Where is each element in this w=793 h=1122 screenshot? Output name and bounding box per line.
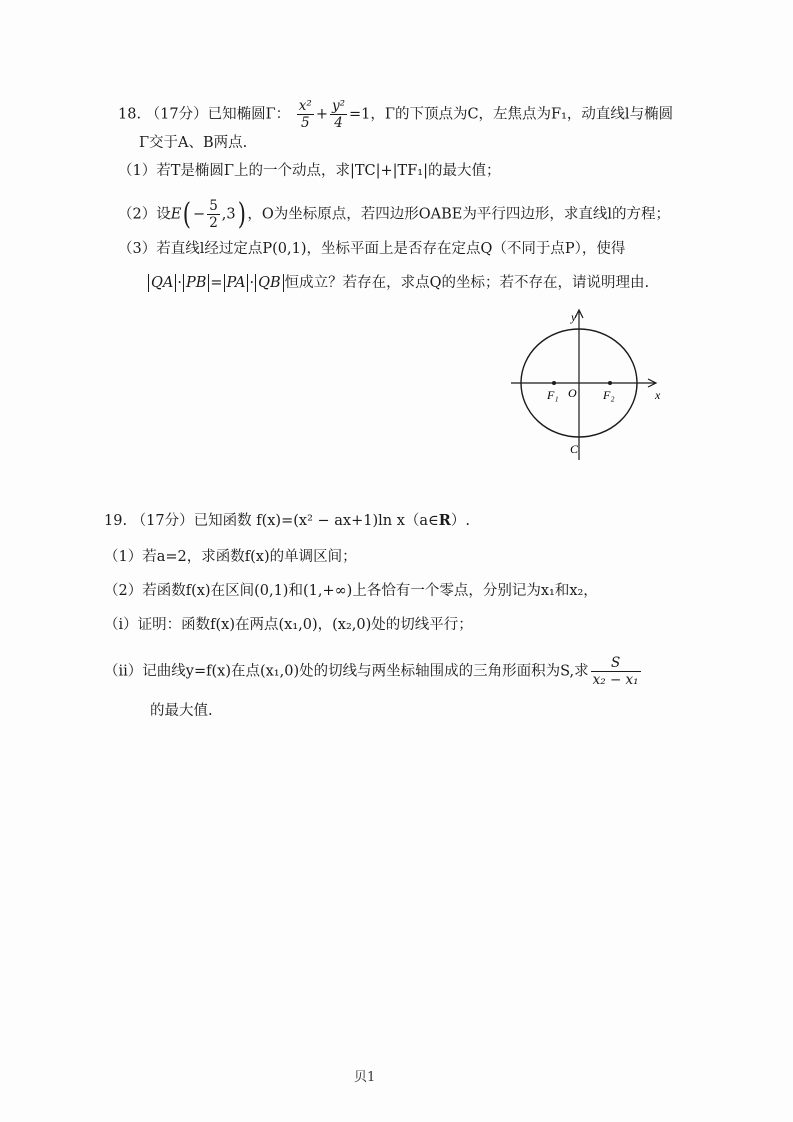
q18-intro-post: Γ的下顶点为C，左焦点为F₁，动直线l与椭圆 (384, 106, 674, 123)
q18-number: 18. (118, 106, 142, 123)
ellipse-figure (505, 305, 670, 465)
q18-frac-x: $\frac{\text{x²}}{5}$ (298, 98, 312, 131)
origin-label: O (568, 386, 577, 400)
q18-frac-y: $\frac{\text{y²}}{4}$ (331, 98, 346, 131)
q18-intro-pre: 已知椭圆Γ： (207, 106, 291, 123)
q19-part1: （1）若a=2，求函数f(x)的单调区间； (104, 549, 357, 565)
f1-label: F₁ (547, 388, 559, 402)
x-axis-label: x (655, 388, 661, 402)
page-number: 贝1 (354, 1070, 376, 1085)
q19-part2: （2）若函数f(x)在区间(0,1)和(1,+∞)上各恰有一个零点，分别记为x₁和x₂， (104, 583, 598, 599)
q18-score: （17分） (145, 106, 208, 123)
q18-part2: （2）设E( − $\frac{5}{2}$ ,3) ，O为坐标原点，若四边形OABE为平行四边形，求直线l的方程； (118, 196, 670, 232)
q19-part-ii-line2: 的最大值. (150, 703, 213, 719)
q19-frac-s: $\frac{S}{\text{x₂ − x₁}}$ (592, 655, 639, 688)
q18-part3-line1: （3）若直线l经过定点P(0,1)，坐标平面上是否存在定点Q（不同于点P），使得 (118, 241, 626, 257)
q18-part3-line2: QA · PB = PA · QB 恒成立？若存在，求点Q的坐标；若不存在，请说明理由. (147, 272, 649, 294)
q19-score: （17分） (131, 513, 194, 529)
q19-part-i: （ⅰ）证明：函数f(x)在两点(x₁,0)，(x₂,0)处的切线平行； (104, 617, 473, 633)
y-axis-label: y (571, 310, 577, 324)
c-label: C (570, 442, 579, 456)
f1-point (552, 381, 556, 385)
f2-point (608, 381, 612, 385)
q18-line2: Γ交于A、B两点. (139, 135, 248, 151)
q18-line1: 18. （17分）已知椭圆Γ： $\frac{\text{x²}}{5}$ + $\frac{\text{y²}}{4}$ =1，Γ的下顶点为C，左焦点为F₁，动直线l与椭圆 (118, 98, 674, 131)
f2-label: F₂ (603, 388, 615, 402)
q19-part-ii: （ⅱ）记曲线y=f(x)在点(x₁,0)处的切线与两坐标轴围成的三角形面积为S,求 $\frac{S}{\text{x₂ − x₁}}$ (104, 655, 639, 688)
q19-number: 19. (104, 513, 128, 529)
q18-frac-five-halves: $\frac{5}{2}$ (209, 198, 218, 231)
q18-part1: （1）若T是椭圆Γ上的一个动点，求|TC|+|TF₁|的最大值； (118, 163, 501, 179)
q19-line1: 19. （17分）已知函数 f(x)=(x² − ax+1)ln x（a∈R）. (104, 512, 470, 529)
